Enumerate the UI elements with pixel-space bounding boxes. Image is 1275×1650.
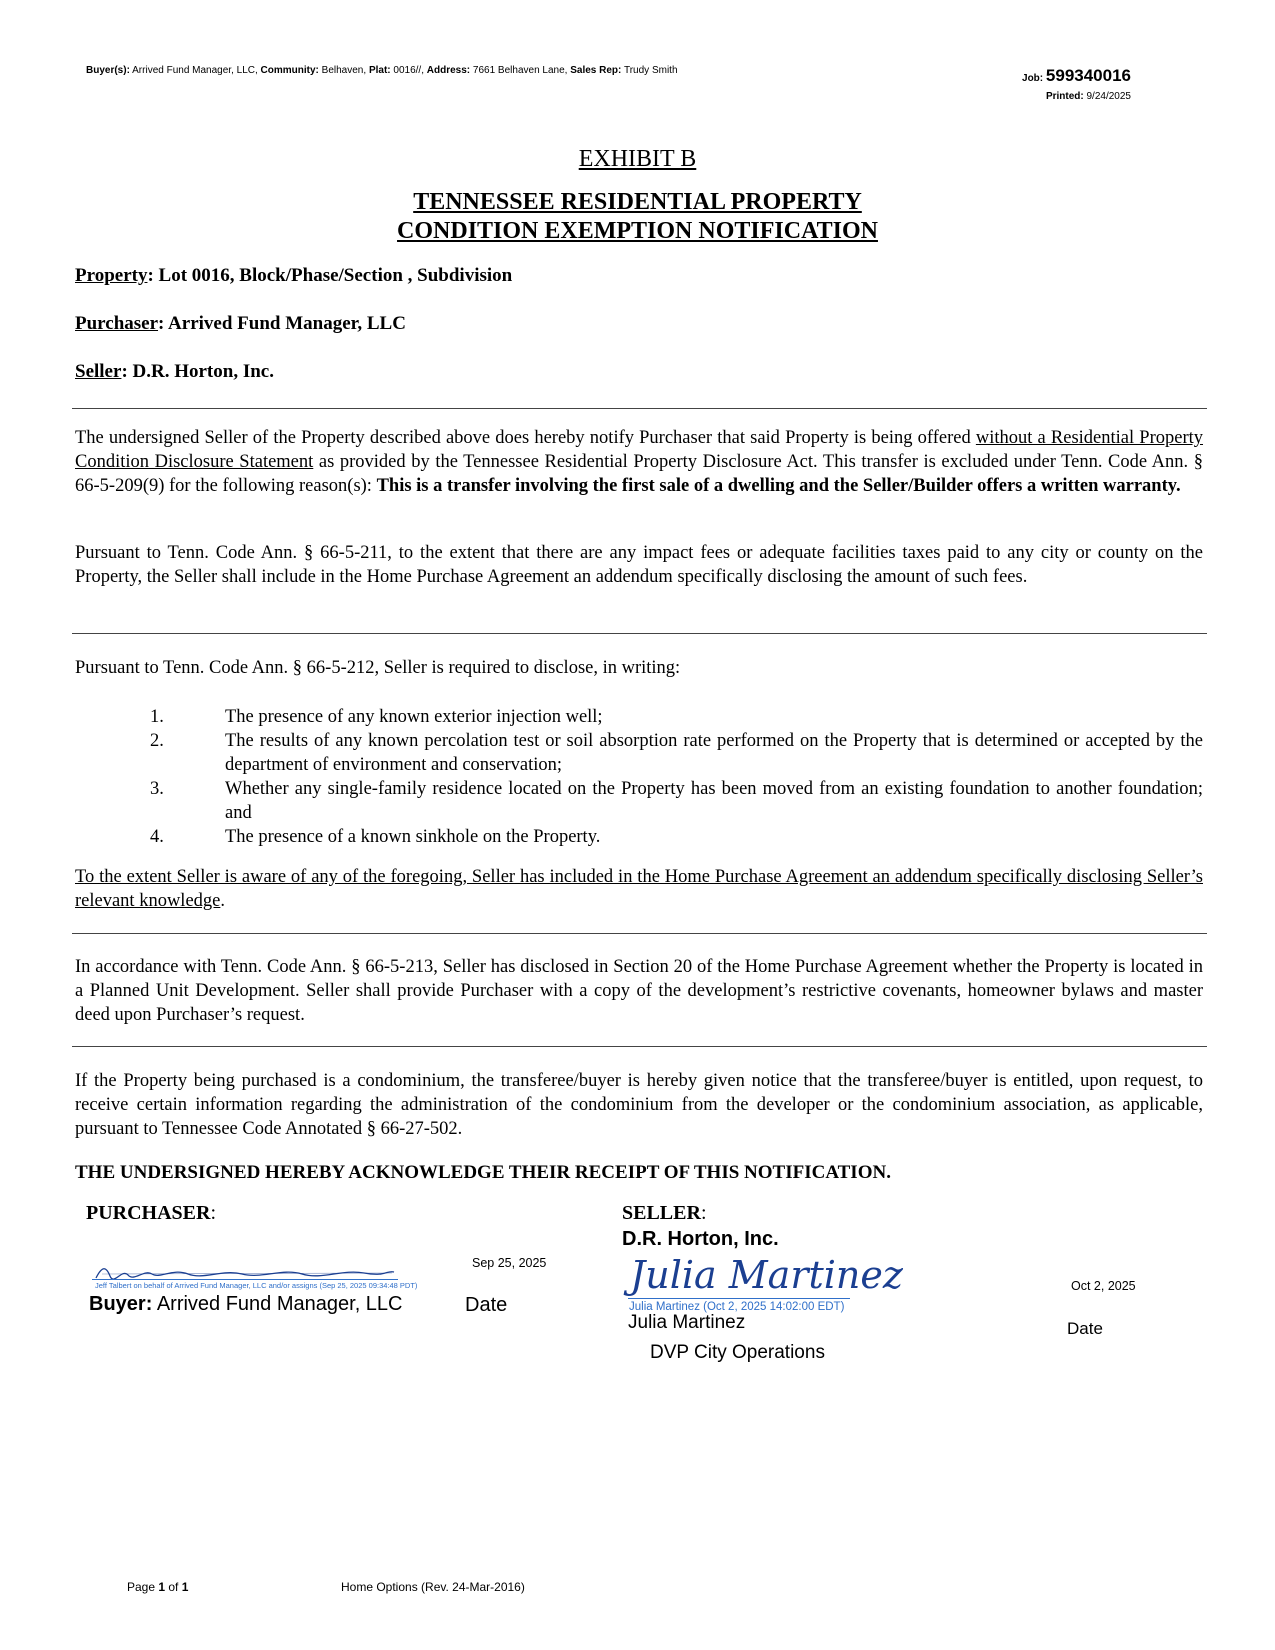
seller-sign-date: Oct 2, 2025 <box>1071 1279 1136 1293</box>
seller-field <box>75 361 274 383</box>
exemption-text-underlined: without a Residential Property Condition Disclosure Statement <box>75 428 1203 472</box>
exemption-text-c: as provided by the Tennessee Residential Property Disclosure Act. This transfer is excluded under Tenn. Code Ann. § 66-5-209(9) for the following reason(s): <box>75 452 1203 496</box>
address-label: Address: <box>426 65 471 76</box>
exemption-text-a: The undersigned Seller of the Property described above does hereby notify Purchaser that said Property is being offered <box>75 428 976 448</box>
plat-label: Plat: <box>368 65 391 76</box>
condominium-paragraph: If the Property being purchased is a condominium, the transferee/buyer is hereby given notice that the transferee/buyer is entitled, upon request, to receive certain information regarding the administration of the condominium from the developer or the condominium association, as applicable, pursuant to Tennessee Code Annotated § 66-27-502. <box>75 1071 1203 1139</box>
community-label: Community: <box>260 65 319 76</box>
pud-paragraph: In accordance with Tenn. Code Ann. § 66-5-213, Seller has disclosed in Section 20 of the Home Purchase Agreement whether the Property is located in a Planned Unit Development. Seller shall provide Purchaser with a copy of the development’s restrictive covenants, homeowner bylaws and master deed upon Purchaser’s request. <box>75 957 1203 1025</box>
disclosure-list <box>75 705 1203 849</box>
property-field <box>75 265 512 287</box>
seller-value: : D.R. Horton, Inc. <box>121 361 274 382</box>
property-value: : Lot 0016, Block/Phase/Section , Subdivision <box>147 265 513 286</box>
seller-signer-title: DVP City Operations <box>650 1342 825 1363</box>
seller-label: Seller <box>75 361 122 382</box>
community-value: Belhaven, <box>321 65 367 76</box>
job-value: 599340016 <box>1045 66 1131 85</box>
list-item: 1. The presence of any known exterior injection well; <box>150 707 603 727</box>
divider <box>72 633 1207 634</box>
printed-value: 9/24/2025 <box>1086 91 1131 102</box>
address-value: 7661 Belhaven Lane, <box>472 65 568 76</box>
purchaser-signature-line <box>92 1279 398 1280</box>
buyer-value: Arrived Fund Manager, LLC, <box>132 65 258 76</box>
buyer-sign-label: Buyer: <box>89 1293 153 1315</box>
form-revision: Home Options (Rev. 24-Mar-2016) <box>341 1580 525 1594</box>
seller-company: D.R. Horton, Inc. <box>622 1228 779 1250</box>
document-title <box>0 188 1275 246</box>
purchaser-value: : Arrived Fund Manager, LLC <box>158 313 406 334</box>
purchaser-signature-stamp: Jeff Talbert on behalf of Arrived Fund Manager, LLC and/or assigns (Sep 25, 2025 09:34:48 PDT) <box>95 1281 418 1290</box>
printed-date <box>1046 91 1131 102</box>
divider <box>72 933 1207 934</box>
purchaser-sign-date: Sep 25, 2025 <box>472 1256 547 1270</box>
page-number: Page 1 of 1 <box>127 1580 189 1594</box>
buyer-sign-name: Arrived Fund Manager, LLC <box>156 1293 403 1315</box>
seller-awareness-paragraph: To the extent Seller is aware of any of the foregoing, Seller has included in the Home Purchase Agreement an addendum specifically disclosing Seller’s relevant knowledge. <box>75 867 1203 911</box>
seller-date-label: Date <box>1067 1319 1103 1338</box>
divider <box>72 1046 1207 1047</box>
acknowledgment-heading: THE UNDERSIGNED HEREBY ACKNOWLEDGE THEIR RECEIPT OF THIS NOTIFICATION. <box>75 1162 891 1183</box>
plat-value: 0016//, <box>393 65 424 76</box>
purchaser-date-label: Date <box>465 1294 508 1316</box>
list-item: 3. Whether any single-family residence located on the Property has been moved from an existing foundation to another foundation; and <box>150 779 1203 823</box>
purchaser-field <box>75 313 406 335</box>
disclosure-intro-paragraph: Pursuant to Tenn. Code Ann. § 66-5-212, Seller is required to disclose, in writing: <box>75 658 681 678</box>
divider <box>72 408 1207 409</box>
printed-label: Printed: <box>1045 91 1084 102</box>
title-line-2: CONDITION EXEMPTION NOTIFICATION <box>397 218 878 244</box>
seller-signature-image: Julia Martinez <box>630 1253 903 1297</box>
header-info <box>86 65 678 76</box>
impact-fees-paragraph: Pursuant to Tenn. Code Ann. § 66-5-211, to the extent that there are any impact fees or adequate facilities taxes paid to any city or county on the Property, the Seller shall include in the Home Purchase Agreement an addendum specifically disclosing the amount of such fees. <box>75 543 1203 587</box>
exemption-paragraph <box>75 426 1203 498</box>
buyer-label: Buyer(s): <box>86 65 130 76</box>
sales-rep-label: Sales Rep: <box>570 65 622 76</box>
buyer-name-line <box>89 1293 403 1316</box>
job-label: Job: <box>1022 73 1044 84</box>
exhibit-heading: EXHIBIT B <box>578 146 697 172</box>
purchaser-label: Purchaser <box>75 313 159 334</box>
seller-signature-stamp: Julia Martinez (Oct 2, 2025 14:02:00 EDT) <box>629 1301 845 1313</box>
seller-awareness-underlined: To the extent Seller is aware of any of the foregoing, Seller has included in the Home Purchase Agreement an addendum specifically disclosing Seller’s relevant knowledge <box>75 867 1203 911</box>
job-number <box>1022 66 1131 86</box>
purchaser-heading: PURCHASER: <box>86 1202 217 1224</box>
seller-signer-name: Julia Martinez <box>628 1312 746 1333</box>
title-line-1: TENNESSEE RESIDENTIAL PROPERTY <box>413 189 862 215</box>
list-item: 4. The presence of a known sinkhole on the Property. <box>150 827 601 847</box>
seller-heading: SELLER: <box>622 1202 707 1224</box>
property-label: Property <box>75 265 148 286</box>
exemption-reason: This is a transfer involving the first sale of a dwelling and the Seller/Builder offers a written warranty. <box>376 476 1181 496</box>
seller-signature-line <box>628 1298 850 1299</box>
sales-rep-value: Trudy Smith <box>623 65 678 76</box>
list-item: 2. The results of any known percolation test or soil absorption rate performed on the Property that is determined or accepted by the department of environment and conservation; <box>150 731 1203 775</box>
